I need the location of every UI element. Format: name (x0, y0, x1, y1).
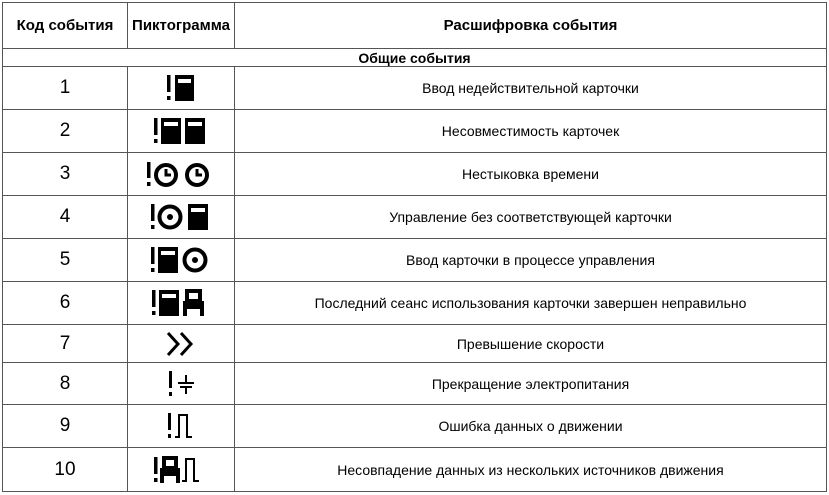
table-row (3, 110, 827, 153)
table-row (3, 239, 827, 282)
header-code: Код события (3, 3, 128, 49)
event-description: Несовместимость карточек (235, 110, 827, 153)
events-table (2, 2, 827, 492)
pictogram-cell (128, 67, 235, 110)
table-row (3, 325, 827, 363)
excl-card-wheel-icon (150, 246, 212, 274)
pictogram-cell (128, 448, 235, 492)
pictogram-cell (128, 110, 235, 153)
event-description: Ввод недействительной карточки (235, 67, 827, 110)
event-code: 6 (3, 282, 128, 325)
event-description: Прекращение электропитания (235, 363, 827, 405)
event-code: 8 (3, 363, 128, 405)
event-code: 2 (3, 110, 128, 153)
event-code: 10 (3, 448, 128, 492)
pictogram-cell (128, 196, 235, 239)
pictogram-cell (128, 282, 235, 325)
event-description: Последний сеанс использования карточки завершен неправильно (235, 282, 827, 325)
excl-card-lock-icon (151, 289, 211, 317)
excl-wheel-card-icon (150, 203, 212, 231)
excl-pulse-icon (165, 412, 197, 440)
header-pictogram: Пиктограмма (128, 3, 235, 49)
table-row (3, 153, 827, 196)
event-code: 4 (3, 196, 128, 239)
table-row (3, 67, 827, 110)
event-code: 7 (3, 325, 128, 363)
header-description: Расшифровка события (235, 3, 827, 49)
event-code: 5 (3, 239, 128, 282)
excl-power-icon (166, 370, 196, 398)
event-code: 1 (3, 67, 128, 110)
pictogram-cell (128, 363, 235, 405)
excl-card-card-icon (153, 117, 209, 145)
double-chevron-icon (165, 331, 197, 357)
table-row (3, 448, 827, 492)
event-code: 3 (3, 153, 128, 196)
table-row (3, 196, 827, 239)
event-description: Нестыковка времени (235, 153, 827, 196)
excl-clock-clock-icon (146, 160, 216, 188)
pictogram-cell (128, 325, 235, 363)
excl-lock-pulse-icon (153, 456, 209, 484)
section-row (3, 49, 827, 67)
table-row (3, 282, 827, 325)
event-description: Ошибка данных о движении (235, 405, 827, 448)
event-description: Превышение скорости (235, 325, 827, 363)
pictogram-cell (128, 239, 235, 282)
pictogram-cell (128, 405, 235, 448)
section-title: Общие события (3, 49, 827, 67)
event-description: Ввод карточки в процессе управления (235, 239, 827, 282)
event-code: 9 (3, 405, 128, 448)
table-row (3, 405, 827, 448)
excl-card-icon (163, 74, 199, 102)
table-row (3, 363, 827, 405)
event-description: Управление без соответствующей карточки (235, 196, 827, 239)
pictogram-cell (128, 153, 235, 196)
event-description: Несовпадение данных из нескольких источников движения (235, 448, 827, 492)
header-row (3, 3, 827, 49)
